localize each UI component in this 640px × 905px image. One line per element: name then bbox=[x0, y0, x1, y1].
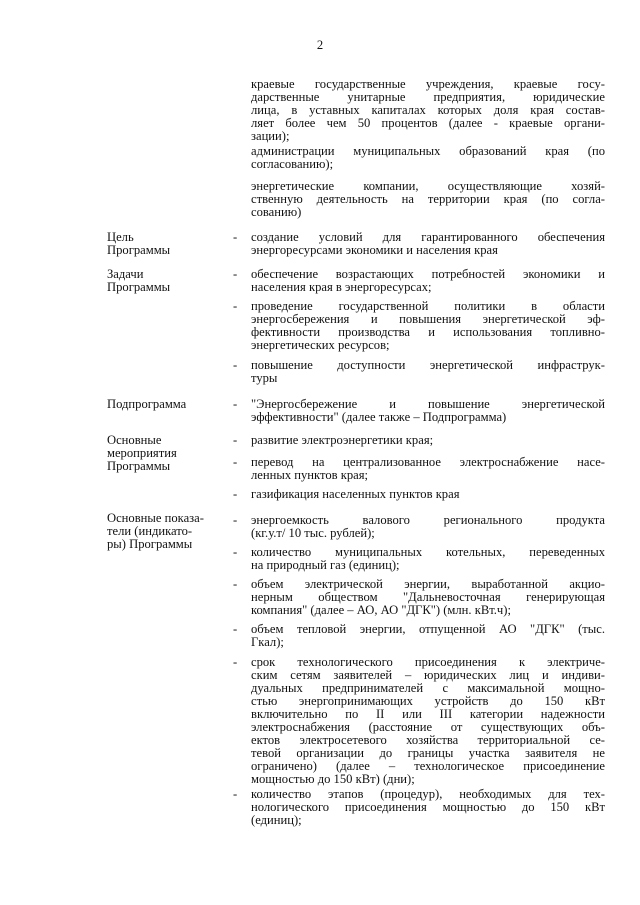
list-dash: - bbox=[233, 455, 238, 469]
text-line: включительно по II или III категории надежности bbox=[251, 707, 605, 721]
paragraph bbox=[251, 578, 605, 617]
text-line: повышение доступности энергетической инфраструк- bbox=[251, 358, 605, 372]
text-line: компания" (далее – АО, АО "ДГК") (млн. кВт.ч); bbox=[251, 603, 511, 617]
paragraph bbox=[251, 231, 605, 257]
text-line: зации); bbox=[251, 129, 290, 143]
list-dash: - bbox=[233, 545, 238, 559]
list-dash: - bbox=[233, 622, 238, 636]
row-label bbox=[107, 398, 225, 411]
row-label-line: Программы bbox=[107, 243, 171, 257]
text-line: ским сетям заявителей – юридических лиц и индиви- bbox=[251, 668, 605, 682]
text-line: газификация населенных пунктов края bbox=[251, 487, 460, 501]
paragraph bbox=[251, 300, 605, 352]
text-line: туры bbox=[251, 371, 278, 385]
text-line: ектов электросетевого хозяйства территориальной се- bbox=[251, 733, 605, 747]
list-dash: - bbox=[233, 358, 238, 372]
text-line: объем электрической энергии, выработанной акцио- bbox=[251, 577, 605, 591]
paragraph bbox=[251, 359, 605, 385]
text-line: дарственные унитарные предприятия, юридические bbox=[251, 90, 605, 104]
row-label-line: Основные показа- bbox=[107, 511, 204, 525]
text-line: электроснабжения (расстояние от существующих объ- bbox=[251, 720, 605, 734]
text-line: сованию) bbox=[251, 205, 302, 219]
row-label-line: тели (индикато- bbox=[107, 524, 193, 538]
text-line: населения края в энергоресурсах; bbox=[251, 280, 432, 294]
text-line: стью энергопринимающих устройств до 150 кВт bbox=[251, 694, 605, 708]
text-line: мощностью до 150 кВт) (дни); bbox=[251, 772, 415, 786]
row-label bbox=[107, 512, 225, 551]
row-label-line: Программы bbox=[107, 459, 171, 473]
text-line: на природный газ (единиц); bbox=[251, 558, 400, 572]
text-line: ляет более чем 50 процентов (далее - краевые органи- bbox=[251, 116, 605, 130]
row-label-line: Задачи bbox=[107, 267, 144, 281]
text-line: количество этапов (процедур), необходимых для тех- bbox=[251, 787, 605, 801]
text-line: (единиц); bbox=[251, 813, 302, 827]
paragraph bbox=[251, 456, 605, 482]
text-line: Гкал); bbox=[251, 635, 284, 649]
list-dash: - bbox=[233, 267, 238, 281]
paragraph bbox=[251, 268, 605, 294]
row-label-line: Основные bbox=[107, 433, 162, 447]
paragraph bbox=[251, 180, 605, 219]
text-line: перевод на централизованное электроснабжение насе- bbox=[251, 455, 605, 469]
text-line: обеспечение возрастающих потребностей экономики и bbox=[251, 267, 605, 281]
text-line: краевые государственные учреждения, краевые госу- bbox=[251, 77, 605, 91]
text-line: (кг.у.т/ 10 тыс. рублей); bbox=[251, 526, 375, 540]
text-line: проведение государственной политики в области bbox=[251, 299, 605, 313]
paragraph bbox=[251, 78, 605, 143]
list-dash: - bbox=[233, 299, 238, 313]
paragraph bbox=[251, 488, 605, 501]
text-line: администрации муниципальных образований края (по bbox=[251, 144, 605, 158]
text-line: энергосбережения и повышения энергетической эф- bbox=[251, 312, 605, 326]
paragraph bbox=[251, 434, 605, 447]
row-label bbox=[107, 268, 225, 294]
row-label-line: мероприятия bbox=[107, 446, 177, 460]
text-line: развитие электроэнергетики края; bbox=[251, 433, 434, 447]
text-line: объем тепловой энергии, отпущенной АО "ДГК" (тыс. bbox=[251, 622, 605, 636]
text-line: "Энергосбережение и повышение энергетической bbox=[251, 397, 605, 411]
list-dash: - bbox=[233, 577, 238, 591]
text-line: лица, в уставных капиталах которых доля края состав- bbox=[251, 103, 605, 117]
list-dash: - bbox=[233, 397, 238, 411]
text-line: нологического присоединения мощностью до 150 кВт bbox=[251, 800, 605, 814]
paragraph bbox=[251, 514, 605, 540]
text-line: дуальных предпринимателей с максимальной мощно- bbox=[251, 681, 605, 695]
list-dash: - bbox=[233, 655, 238, 669]
text-line: нерным обществом "Дальневосточная генерирующая bbox=[251, 590, 605, 604]
paragraph bbox=[251, 788, 605, 827]
text-line: ленных пунктов края; bbox=[251, 468, 369, 482]
paragraph bbox=[251, 656, 605, 786]
text-line: энергоемкость валового регионального продукта bbox=[251, 513, 605, 527]
text-line: энергоресурсами экономики и населения края bbox=[251, 243, 498, 257]
list-dash: - bbox=[233, 230, 238, 244]
row-label-line: Цель bbox=[107, 230, 134, 244]
text-line: срок технологического присоединения к электриче- bbox=[251, 655, 605, 669]
paragraph bbox=[251, 145, 605, 171]
text-line: создание условий для гарантированного обеспечения bbox=[251, 230, 605, 244]
text-line: фективности производства и использования топливно- bbox=[251, 325, 605, 339]
text-line: согласованию); bbox=[251, 157, 334, 171]
paragraph bbox=[251, 623, 605, 649]
list-dash: - bbox=[233, 787, 238, 801]
text-line: энергетических ресурсов; bbox=[251, 338, 390, 352]
text-line: энергетические компании, осуществляющие хозяй- bbox=[251, 179, 605, 193]
page-number: 2 bbox=[316, 38, 324, 52]
paragraph bbox=[251, 398, 605, 424]
row-label-line: ры) Программы bbox=[107, 537, 193, 551]
row-label bbox=[107, 231, 225, 257]
text-line: ственную деятельность на территории края (по согла- bbox=[251, 192, 605, 206]
text-line: количество муниципальных котельных, переведенных bbox=[251, 545, 605, 559]
list-dash: - bbox=[233, 433, 238, 447]
row-label bbox=[107, 434, 225, 473]
list-dash: - bbox=[233, 487, 238, 501]
text-line: эффективности" (далее также – Подпрограмма) bbox=[251, 410, 507, 424]
row-label-line: Программы bbox=[107, 280, 171, 294]
text-line: тевой организации до границы участка заявителя не bbox=[251, 746, 605, 760]
list-dash: - bbox=[233, 513, 238, 527]
paragraph bbox=[251, 546, 605, 572]
row-label-line: Подпрограмма bbox=[107, 397, 187, 411]
text-line: ограничено) (далее – технологическое присоединение bbox=[251, 759, 605, 773]
